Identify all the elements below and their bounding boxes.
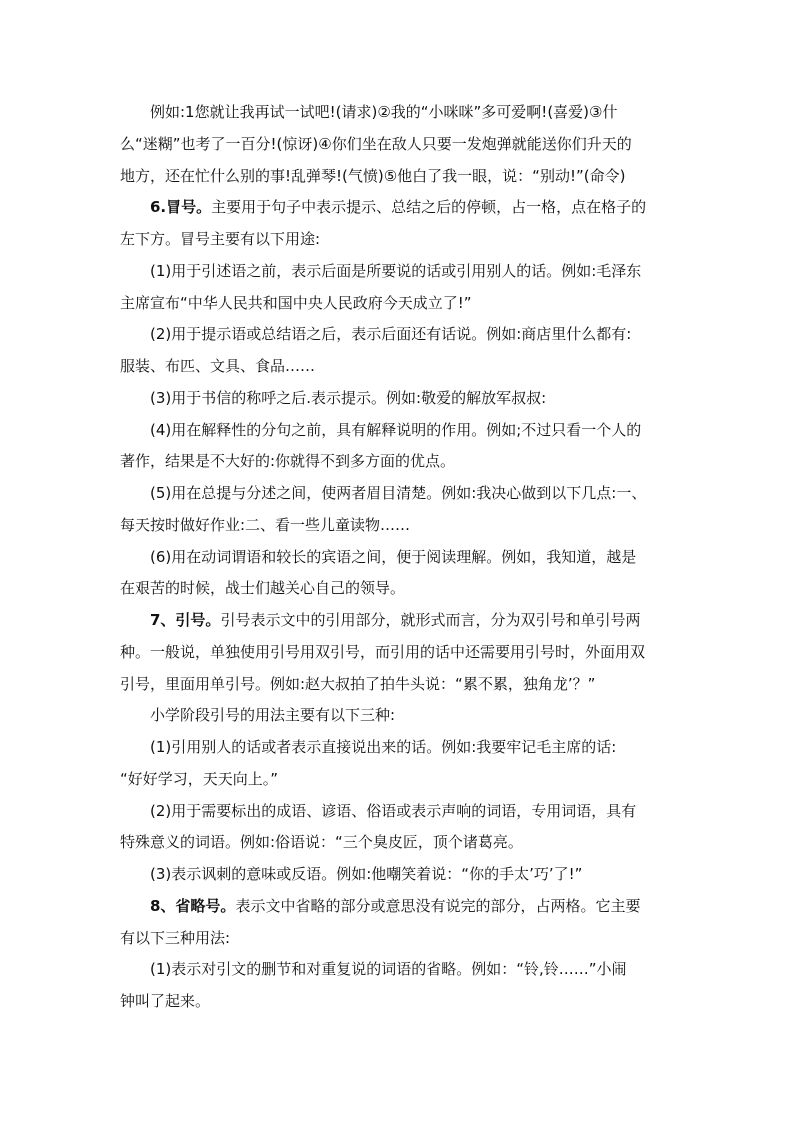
text-line [120,383,680,415]
line-text: 特殊意义的词语。例如:俗语说：“三个臭皮匠，顶个诸葛亮。 [120,833,523,852]
line-text: 么“迷糊”也考了一百分!(惊讶)④你们坐在敌人只要一发炮弹就能送你们升天的 [120,134,632,153]
line-text: 地方，还在忙什么别的事!乱弹琴!(气愤)⑤他白了我一眼，说：“别动!”(命令) [120,166,626,185]
text-line [120,700,680,732]
text-line [120,764,680,796]
text-line [120,319,680,351]
text-line [120,351,680,383]
line-text: (2)用于提示语或总结语之后，表示后面还有话说。例如:商店里什么都有: [150,325,632,344]
text-line [120,859,680,891]
text-line [120,415,680,447]
text-line [120,224,680,256]
text-line [120,542,680,574]
text-line [120,256,680,288]
line-text: 种。一般说，单独使用引号用双引号，而引用的话中还需要用引号时，外面用双 [120,642,646,661]
line-text: 在艰苦的时候，战士们越关心自己的领导。 [120,579,406,598]
text-line [120,573,680,605]
text-line [120,161,680,193]
line-text: 左下方。冒号主要有以下用途: [120,230,321,248]
text-line [120,954,680,986]
text-line [120,478,680,510]
section-heading: 6.冒号。 [150,198,212,217]
line-text: 主席宣布“中华人民共和国中央人民政府今天成立了!” [120,293,472,312]
text-line [120,288,680,320]
text-line [120,446,680,478]
section-heading: 8、省略号。 [150,896,236,915]
text-line [120,605,680,637]
line-text: (6)用在动词谓语和较长的宾语之间，便于阅读理解。例如，我知道，越是 [150,547,637,566]
line-text: (3)表示讽刺的意味或反语。例如:他嘲笑着说：“你的手太’巧’了!” [150,865,583,883]
line-text: 服装、布匹、文具、食品…… [120,357,316,375]
line-text: (1)用于引述语之前，表示后面是所要说的话或引用别人的话。例如:毛泽东 [150,261,642,280]
text-line [120,637,680,669]
line-text: 表示文中省略的部分或意思没有说完的部分，占两格。它主要 [235,896,641,915]
line-text: 有以下三种用法: [120,928,231,947]
text-line [120,192,680,224]
line-text: (1)引用别人的话或者表示直接说出来的话。例如:我要牢记毛主席的话: [150,738,617,756]
line-text: (2)用于需要标出的成语、谚语、俗语或表示声响的词语，专用词语，具有 [150,801,637,820]
text-line [120,732,680,764]
line-text: 主要用于句子中表示提示、总结之后的停顿，占一格，点在格子的 [211,198,647,217]
line-text: (5)用在总提与分述之间，使两者眉目清楚。例如:我决心做到以下几点:一、 [150,484,647,502]
text-line [120,986,680,1018]
line-text: 钟叫了起来。 [120,992,211,1010]
line-text: “好好学习，天天向上。” [120,769,279,788]
text-line [120,827,680,859]
text-line [120,97,680,129]
line-text: 例如:1您就让我再试一试吧!(请求)②我的“小咪咪”多可爱啊!(喜爱)③什 [150,103,618,121]
text-line [120,891,680,923]
section-heading: 7、引号。 [150,611,221,629]
line-text: (1)表示对引文的删节和对重复说的词语的省略。例如：“铃,铃……”小闹 [150,960,627,979]
text-line [120,129,680,161]
line-text: 小学阶段引号的用法主要有以下三种: [150,706,396,725]
text-line [120,796,680,828]
text-line [120,510,680,542]
text-line [120,669,680,701]
line-text: 引号表示文中的引用部分，就形式而言，分为双引号和单引号两 [220,611,641,629]
line-text: 引号，里面用单引号。例如:赵大叔拍了拍牛头说：“累不累，独角龙’？” [120,674,596,693]
line-text: (3)用于书信的称呼之后.表示提示。例如:敬爱的解放军叔叔: [150,388,547,407]
line-text: 著作，结果是不大好的:你就得不到多方面的优点。 [120,452,456,471]
text-line [120,923,680,955]
line-text: (4)用在解释性的分句之前，具有解释说明的作用。例如;不过只看一个人的 [150,420,642,439]
line-text: 每天按时做好作业:二、看一些儿童读物…… [120,515,411,534]
document-body [120,97,680,1018]
